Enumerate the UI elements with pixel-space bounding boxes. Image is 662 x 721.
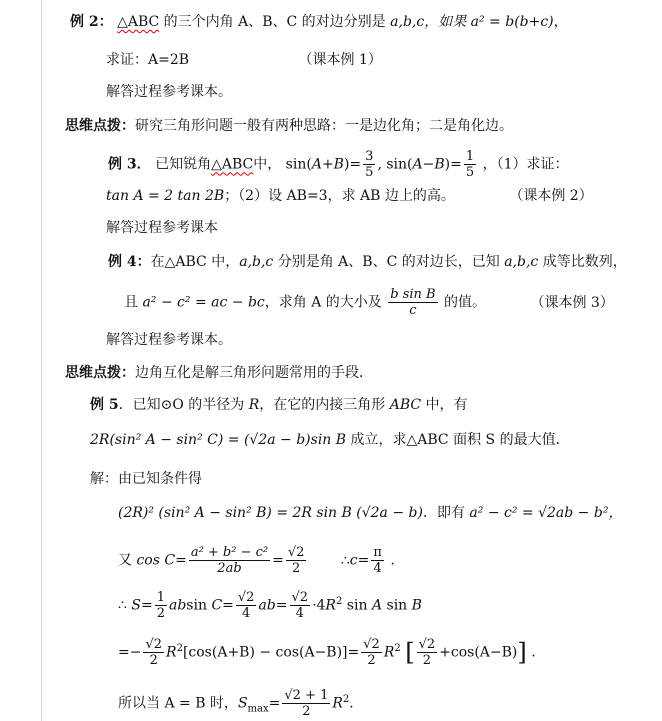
example-2-text: 的三个内角 A、B、C 的对边分别是	[159, 14, 391, 30]
example-4-line2: 且 a² − c² = ac − bc，求角 A 的大小及 $\frac{\text{b sin B}}{c}$ 的值。 （课本例 3）	[124, 287, 614, 318]
example-5-line: 例 5．已知⊙O 的半径为 R，在它的内接三角形 ABC 中，有	[90, 397, 468, 413]
solution-step-3: ∴ S= $\frac{1}{2}$ absin C= $\frac{√2}{4}$ ab= $\frac{√2}{4}$ $\cdot 4R^2$ sin A sin B	[118, 590, 422, 621]
example-2-label: 例 2：	[70, 14, 113, 30]
example-2-prove: 求证：A=2B （课本例 1）	[106, 52, 382, 68]
example-2-comma: ，	[553, 14, 568, 30]
example-2-line	[70, 13, 568, 31]
thinking-point-1: 思维点拨：研究三角形问题一般有两种思路：一是边化角；二是角化边。	[65, 118, 513, 134]
example-2-answer-note: 解答过程参考课本。	[106, 84, 232, 100]
example-2-condition: a,b,c，如果 a² = b(b+c)	[390, 14, 554, 30]
left-margin-rule	[41, 0, 42, 721]
example-3-part2: tan A = 2 tan 2B；（2）设 AB=3，求 AB 边上的高。 （课本例 2）	[106, 188, 593, 204]
thinking-point-2: 思维点拨：边角互化是解三角形问题常用的手段．	[65, 365, 373, 381]
example-3-line: 例 3． 已知锐角△ABC中， sin(A+B)= $\frac{3}{5}$ , sin(A−B)= $\frac{1}{5}$ ，（1）求证：	[108, 149, 569, 180]
example-2-triangle: △ABC	[117, 14, 160, 30]
example-5-condition: 2R(sin² A − sin² C) = (√2a − b)sin B 成立，求△ABC 面积 S 的最大值．	[90, 432, 570, 448]
solution-label: 解：由已知条件得	[90, 471, 202, 487]
example-4-answer-note: 解答过程参考课本。	[106, 332, 232, 348]
example-3-answer-note: 解答过程参考课本	[106, 220, 218, 236]
solution-step-2: 又 cos C= $\frac{\text{a² + b² − c²}}{2ab}$ = $\frac{√2}{2}$ ∴c= $\frac{\pi}{4}$ .	[118, 545, 395, 576]
example-4-line: 例 4：在△ABC 中，a,b,c 分别是角 A、B、C 的对边长，已知 a,b,c 成等比数列，	[108, 254, 627, 270]
solution-step-1: (2R)² (sin² A − sin² B) = 2R sin B (√2a − b)．即有 a² − c² = √2ab − b²，	[118, 505, 623, 521]
solution-step-4: =− $\frac{√2}{2}$ $R^2[\cos(A+B) - \cos(A-B)]=$ $\frac{√2}{2}$ $R^2$ [ $\frac{√2}{2}$ +cos(A−B)] .	[118, 637, 536, 668]
solution-conclusion: 所以当 A = B 时，$S_{max}=$ $\frac{√2 + 1}{2}$ $R^2$.	[118, 688, 354, 719]
